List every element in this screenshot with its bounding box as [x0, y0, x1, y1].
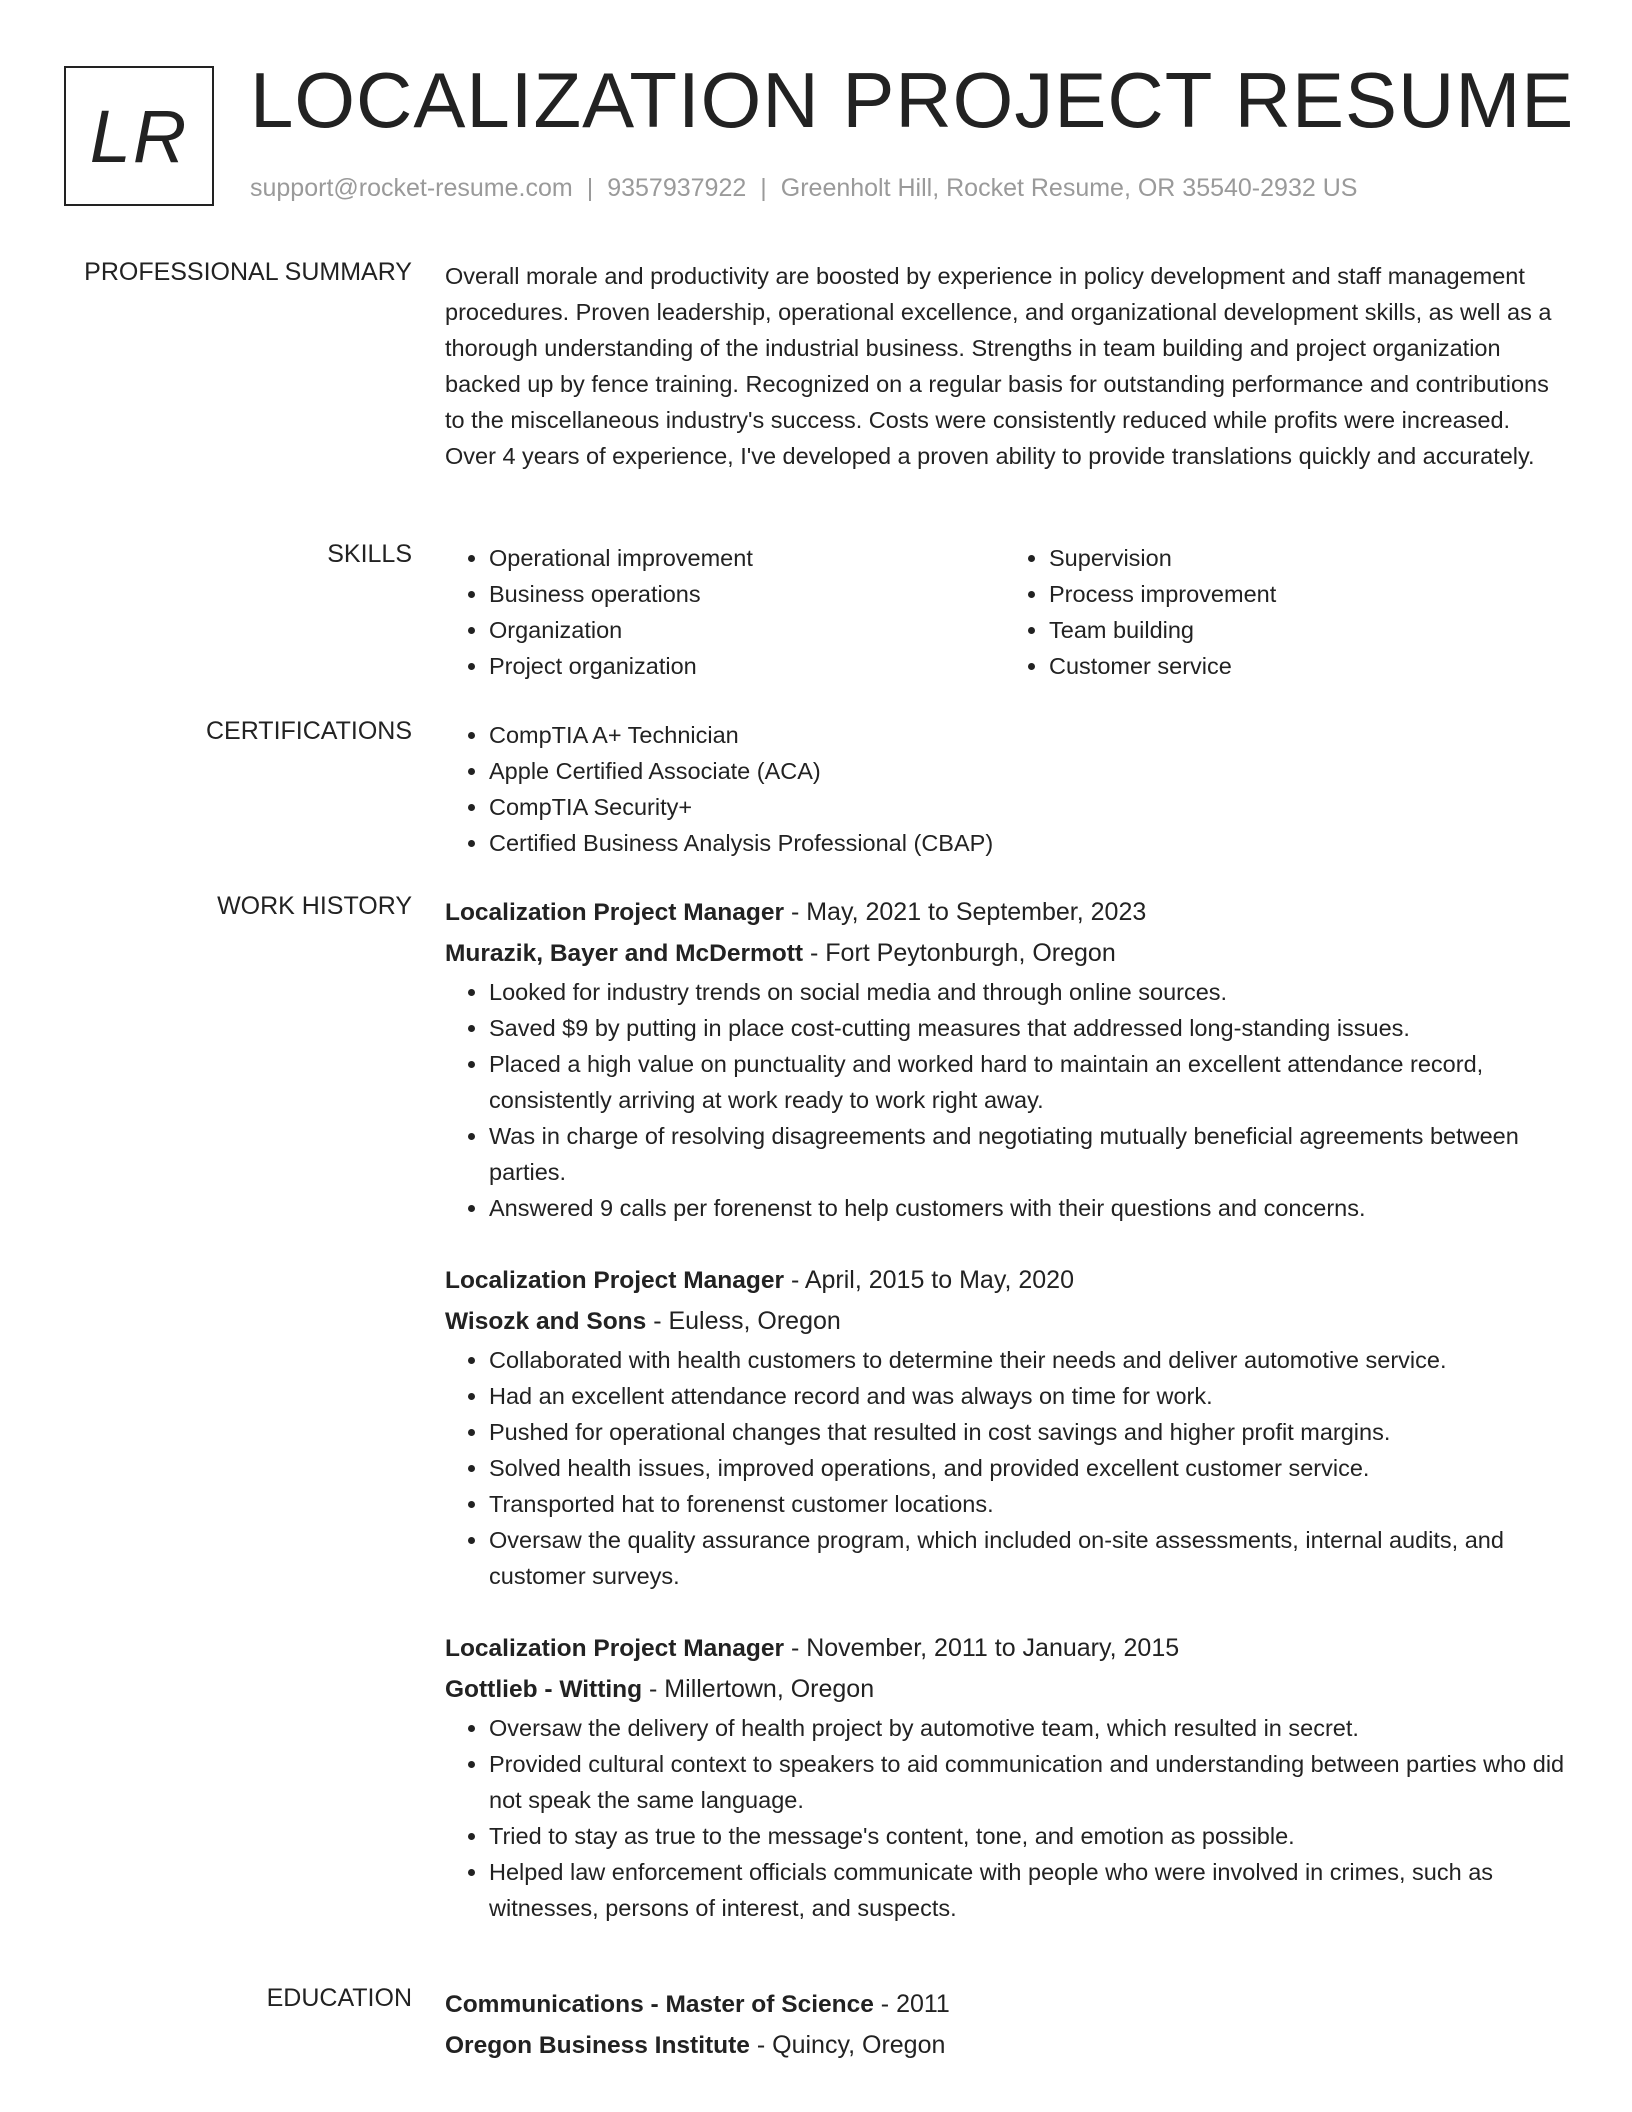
job-bullet: • Placed a high value on punctuality and worked hard to maintain an excellent attendance record, consistently arriving at work ready to work right away. — [489, 1046, 1565, 1118]
job-bullet: • Transported hat to forenenst customer locations. — [489, 1486, 1565, 1522]
section-label-work-history: WORK HISTORY — [217, 892, 412, 920]
job-company: Murazik, Bayer and McDermott — [445, 940, 804, 967]
job-entry — [445, 892, 1565, 1226]
job-bullet: • Had an excellent attendance record and was always on time for work. — [489, 1378, 1565, 1414]
education-school-line — [445, 2025, 1565, 2066]
section-label-certifications: CERTIFICATIONS — [205, 717, 412, 745]
resume-title: LOCALIZATION PROJECT RESUME — [250, 56, 1575, 144]
skill-item: • Organization — [489, 612, 1005, 648]
job-title: Localization Project Manager — [445, 899, 784, 926]
education-year: - 2011 — [873, 1990, 950, 2018]
section-label-education: EDUCATION — [266, 1984, 412, 2012]
skills-list-col1 — [445, 540, 1005, 684]
skill-item: • Supervision — [1049, 540, 1565, 576]
skill-item: • Project organization — [489, 648, 1005, 684]
job-bullet: • Oversaw the quality assurance program, which included on-site assessments, internal audits, and customer surveys. — [489, 1522, 1565, 1594]
contact-email: support@rocket-resume.com — [250, 174, 573, 202]
education-degree: Communications - Master of Science — [445, 1991, 874, 2018]
job-bullet: • Tried to stay as true to the message's content, tone, and emotion as possible. — [489, 1818, 1565, 1854]
summary-text: Overall morale and productivity are boosted by experience in policy development and staff management procedures. Proven leadership, operational excellence, and organizational development skills, as well as a thorough understanding of the industrial business. Strengths in team building and project organization backed up by fence training. Recognized on a regular basis for outstanding performance and contributions to the miscellaneous industry's success. Costs were consistently reduced while profits were increased. Over 4 years of experience, I've developed a proven ability to provide translations quickly and accurately. — [445, 263, 1552, 469]
job-dates: - April, 2015 to May, 2020 — [784, 1266, 1074, 1294]
job-company-line — [445, 1669, 1565, 1710]
contact-separator: | — [586, 174, 594, 202]
job-bullet: • Collaborated with health customers to determine their needs and deliver automotive service. — [489, 1342, 1565, 1378]
job-title: Localization Project Manager — [445, 1267, 784, 1294]
job-bullet: • Pushed for operational changes that resulted in cost savings and higher profit margins. — [489, 1414, 1565, 1450]
job-entry — [445, 1628, 1565, 1926]
job-title-line — [445, 892, 1565, 933]
job-title-line — [445, 1260, 1565, 1301]
certifications-body — [445, 717, 1565, 861]
job-company: Wisozk and Sons — [445, 1308, 647, 1335]
skills-body — [445, 540, 1565, 684]
summary-body — [445, 258, 1565, 474]
job-bullets — [445, 1710, 1565, 1926]
job-company: Gottlieb - Witting — [445, 1676, 643, 1703]
job-location: - Millertown, Oregon — [642, 1675, 875, 1703]
contact-phone: 9357937922 — [607, 174, 747, 202]
contact-line — [250, 174, 1357, 203]
contact-separator: | — [760, 174, 767, 202]
work-history-body — [445, 892, 1565, 1960]
skills-list-col2 — [1005, 540, 1565, 684]
skill-item: • Process improvement — [1049, 576, 1565, 612]
monogram-logo: LR — [64, 66, 214, 206]
contact-address: Greenholt Hill, Rocket Resume, OR 35540-2932 US — [780, 174, 1358, 202]
job-bullets — [445, 1342, 1565, 1594]
section-label-summary: PROFESSIONAL SUMMARY — [84, 258, 412, 286]
job-location: - Euless, Oregon — [646, 1307, 841, 1335]
skill-item: • Business operations — [489, 576, 1005, 612]
certification-item: • Apple Certified Associate (ACA) — [489, 753, 1565, 789]
certifications-list — [445, 717, 1565, 861]
job-title: Localization Project Manager — [445, 1635, 784, 1662]
job-bullet: • Looked for industry trends on social media and through online sources. — [489, 974, 1565, 1010]
job-bullet: • Answered 9 calls per forenenst to help customers with their questions and concerns. — [489, 1190, 1565, 1226]
education-school: Oregon Business Institute — [445, 2032, 750, 2059]
education-degree-line — [445, 1984, 1565, 2025]
job-dates: - November, 2011 to January, 2015 — [784, 1634, 1180, 1662]
certification-item: • CompTIA Security+ — [489, 789, 1565, 825]
job-title-line — [445, 1628, 1565, 1669]
job-location: - Fort Peytonburgh, Oregon — [803, 939, 1116, 967]
job-dates: - May, 2021 to September, 2023 — [784, 898, 1147, 926]
job-bullet: • Saved $9 by putting in place cost-cutting measures that addressed long-standing issues. — [489, 1010, 1565, 1046]
job-bullets — [445, 974, 1565, 1226]
job-bullet: • Helped law enforcement officials communicate with people who were involved in crimes, such as witnesses, persons of interest, and suspects. — [489, 1854, 1565, 1926]
job-bullet: • Solved health issues, improved operations, and provided excellent customer service. — [489, 1450, 1565, 1486]
job-entry — [445, 1260, 1565, 1594]
section-label-skills: SKILLS — [327, 540, 412, 568]
skill-item: • Team building — [1049, 612, 1565, 648]
certification-item: • CompTIA A+ Technician — [489, 717, 1565, 753]
skill-item: • Customer service — [1049, 648, 1565, 684]
job-bullet: • Oversaw the delivery of health project by automotive team, which resulted in secret. — [489, 1710, 1565, 1746]
education-body — [445, 1984, 1565, 2066]
skill-item: • Operational improvement — [489, 540, 1005, 576]
job-company-line — [445, 1301, 1565, 1342]
education-location: - Quincy, Oregon — [749, 2031, 946, 2059]
job-bullet: • Provided cultural context to speakers to aid communication and understanding between parties who did not speak the same language. — [489, 1746, 1565, 1818]
job-bullet: • Was in charge of resolving disagreements and negotiating mutually beneficial agreements between parties. — [489, 1118, 1565, 1190]
job-company-line — [445, 933, 1565, 974]
certification-item: • Certified Business Analysis Professional (CBAP) — [489, 825, 1565, 861]
